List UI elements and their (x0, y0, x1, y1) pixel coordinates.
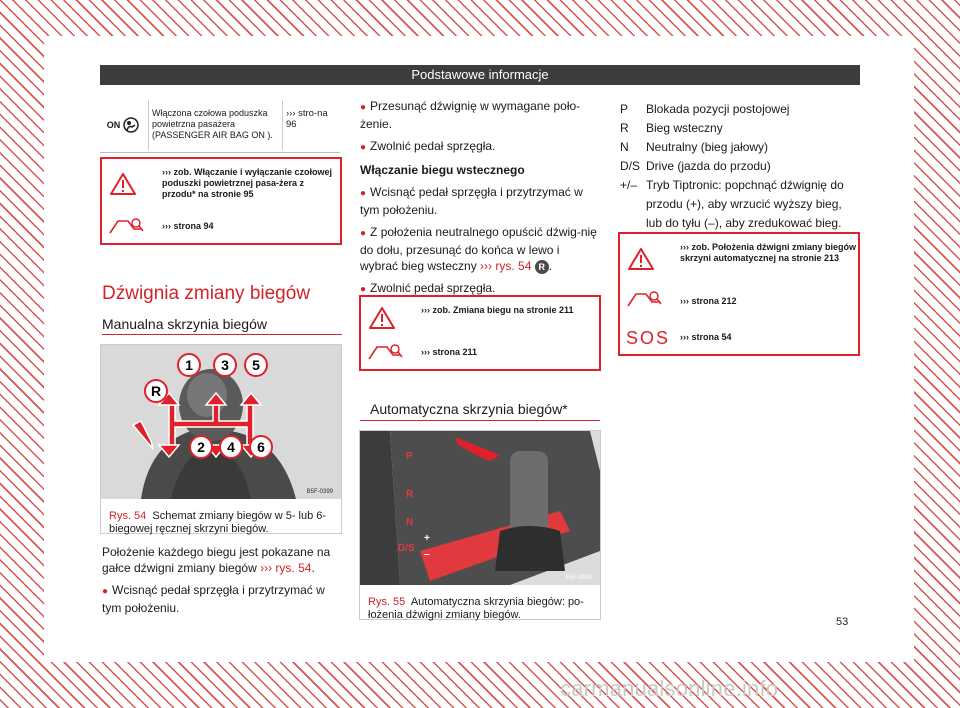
figure-55-code: B5F-0050 (565, 575, 592, 581)
table-divider (148, 100, 149, 150)
table-divider (282, 100, 283, 150)
manual-gearbox-steps (360, 98, 600, 304)
gear-desc: Bieg wsteczny (646, 121, 723, 135)
gate-label-ds: D/S (398, 543, 415, 554)
warning-triangle-icon (369, 307, 395, 329)
warning-box-airbag (100, 157, 342, 245)
figure-55-ref: Rys. 55 (368, 596, 406, 608)
gear-label-2: 2 (197, 439, 205, 455)
gear-label-4: 4 (227, 439, 235, 455)
para1-end: . (311, 561, 315, 575)
gear-label-6: 6 (257, 439, 265, 455)
airbag-on-icon (100, 100, 146, 150)
figure-55-caption-text: Automatyczna skrzynia biegów: po-łożenia dźwigni zmiany biegów. (368, 596, 584, 621)
subtitle-rule (102, 334, 342, 335)
figure-54-link[interactable]: ››› rys. 54 (260, 561, 312, 575)
figure-54-ref: Rys. 54 (109, 510, 147, 522)
figure-55-caption (360, 590, 600, 628)
gate-label-n: N (406, 517, 414, 528)
gate-label-minus: – (424, 549, 430, 560)
warning-box-automatic (618, 232, 860, 356)
section-title-gear-lever: Dźwignia zmiany biegów (102, 283, 311, 304)
gear-label-1: 1 (185, 357, 193, 373)
sos-icon: SOS (626, 328, 671, 348)
figure-54-caption-text: Schemat zmiany biegów w 5- lub 6-biegowej ręcznej skrzyni biegów. (109, 510, 327, 535)
environment-icon (626, 288, 662, 310)
gear-key: P (620, 102, 629, 116)
bullet-release-clutch-2: ● Zwolnić pedał sprzęgła. (360, 280, 600, 298)
gear-label-3: 3 (221, 357, 229, 373)
airbag-on-text: ON (106, 119, 121, 130)
gear-desc: Neutralny (bieg jałowy) (646, 140, 769, 154)
figure-55 (359, 430, 601, 620)
environment-icon (108, 215, 144, 237)
bullet5-end: . (548, 259, 553, 273)
list-item (620, 157, 860, 176)
page-number: 53 (836, 616, 849, 628)
gear-position-paragraph (102, 544, 342, 576)
list-item (620, 100, 860, 119)
page-header: Podstawowe informacje (100, 65, 860, 85)
gear-desc: Drive (jazda do przodu) (646, 159, 771, 173)
gear-key: R (620, 121, 629, 135)
list-item (620, 176, 860, 233)
subtitle-manual-gearbox: Manualna skrzynia biegów (102, 316, 267, 332)
figure-54 (100, 344, 342, 534)
warning-triangle-icon (110, 173, 136, 195)
gear-position-list (620, 100, 860, 233)
warning-text-automatic[interactable]: ››› zob. Położenia dźwigni zmiany biegów skrzyni automatycznej na stronie 213 (680, 242, 857, 263)
gate-label-r: R (406, 489, 414, 500)
para1-text: Położenie każdego biegu jest pokazane na gałce dźwigni zmiany biegów (102, 545, 331, 575)
subtitle-rule (360, 420, 600, 421)
figure-54-caption (101, 504, 341, 542)
gate-label-plus: + (424, 533, 430, 544)
bullet5-text: Z położenia neutralnego opuścić dźwig-nię do dołu, przesunąć do końca w lewo i wybrać bieg wsteczny (360, 225, 597, 273)
list-item (620, 119, 860, 138)
gear-key: +/– (620, 178, 638, 192)
gear-desc: Blokada pozycji postojowej (646, 102, 790, 116)
warning-text-airbag[interactable]: ››› zob. Włączanie i wyłączanie czołowej poduszki powietrznej pasa-żera z przodu* na stronie 95 (162, 167, 333, 199)
table-bottom-rule (100, 152, 340, 153)
automatic-shift-diagram (360, 431, 600, 585)
manual-shift-diagram (101, 345, 341, 499)
airbag-status-table (100, 100, 340, 150)
reference-link-54[interactable]: ››› strona 54 (680, 332, 732, 342)
gate-label-p: P (406, 451, 413, 462)
passenger-airbag-icon (123, 117, 139, 133)
warning-box-gear-change (359, 295, 601, 371)
reference-link-94[interactable]: ››› strona 94 (162, 221, 214, 231)
warning-text-gear-change[interactable]: ››› zob. Zmiana biegu na stronie 211 (421, 305, 574, 315)
reference-link-212[interactable]: ››› strona 212 (680, 296, 737, 306)
figure-54-link-2[interactable]: ››› rys. 54 (480, 259, 532, 273)
gear-key: N (620, 140, 629, 154)
figure-54-code: B5F-0399 (306, 489, 333, 495)
watermark: carmanualsonline.info (560, 676, 779, 701)
bullet-press-clutch: ● Wcisnąć pedał sprzęgła i przytrzymać w tym położeniu. (102, 582, 342, 616)
reverse-heading: Włączanie biegu wstecznego (360, 163, 525, 177)
airbag-page-ref[interactable]: ››› stro-na 96 (286, 108, 328, 130)
reverse-gear-symbol: R (535, 260, 549, 274)
airbag-description: Włączona czołowa poduszka powietrzna pasażera (PASSENGER AIR BAG ON ). (152, 108, 273, 140)
manual-gearbox-text (102, 544, 342, 622)
bullet-select-reverse (360, 224, 600, 274)
gear-label-5: 5 (252, 357, 260, 373)
list-item (620, 138, 860, 157)
bullet-move-lever: ● Przesunąć dźwignię w wymagane poło-żenie. (360, 98, 600, 132)
environment-icon (367, 341, 403, 363)
bullet-press-clutch-reverse: ● Wcisnąć pedał sprzęgła i przytrzymać w tym położeniu. (360, 184, 600, 218)
gear-label-r: R (150, 383, 162, 399)
gear-key: D/S (620, 159, 641, 173)
bullet-release-clutch: ● Zwolnić pedał sprzęgła. (360, 138, 600, 156)
warning-triangle-icon (628, 248, 654, 270)
subtitle-automatic-gearbox: Automatyczna skrzynia biegów* (370, 401, 568, 417)
reference-link-211[interactable]: ››› strona 211 (421, 347, 478, 357)
gear-desc: Tryb Tiptronic: popchnąć dźwignię do przodu (+), aby wrzucić wyższy bieg, lub do tyłu (–), aby zredukować bieg. (646, 178, 844, 230)
